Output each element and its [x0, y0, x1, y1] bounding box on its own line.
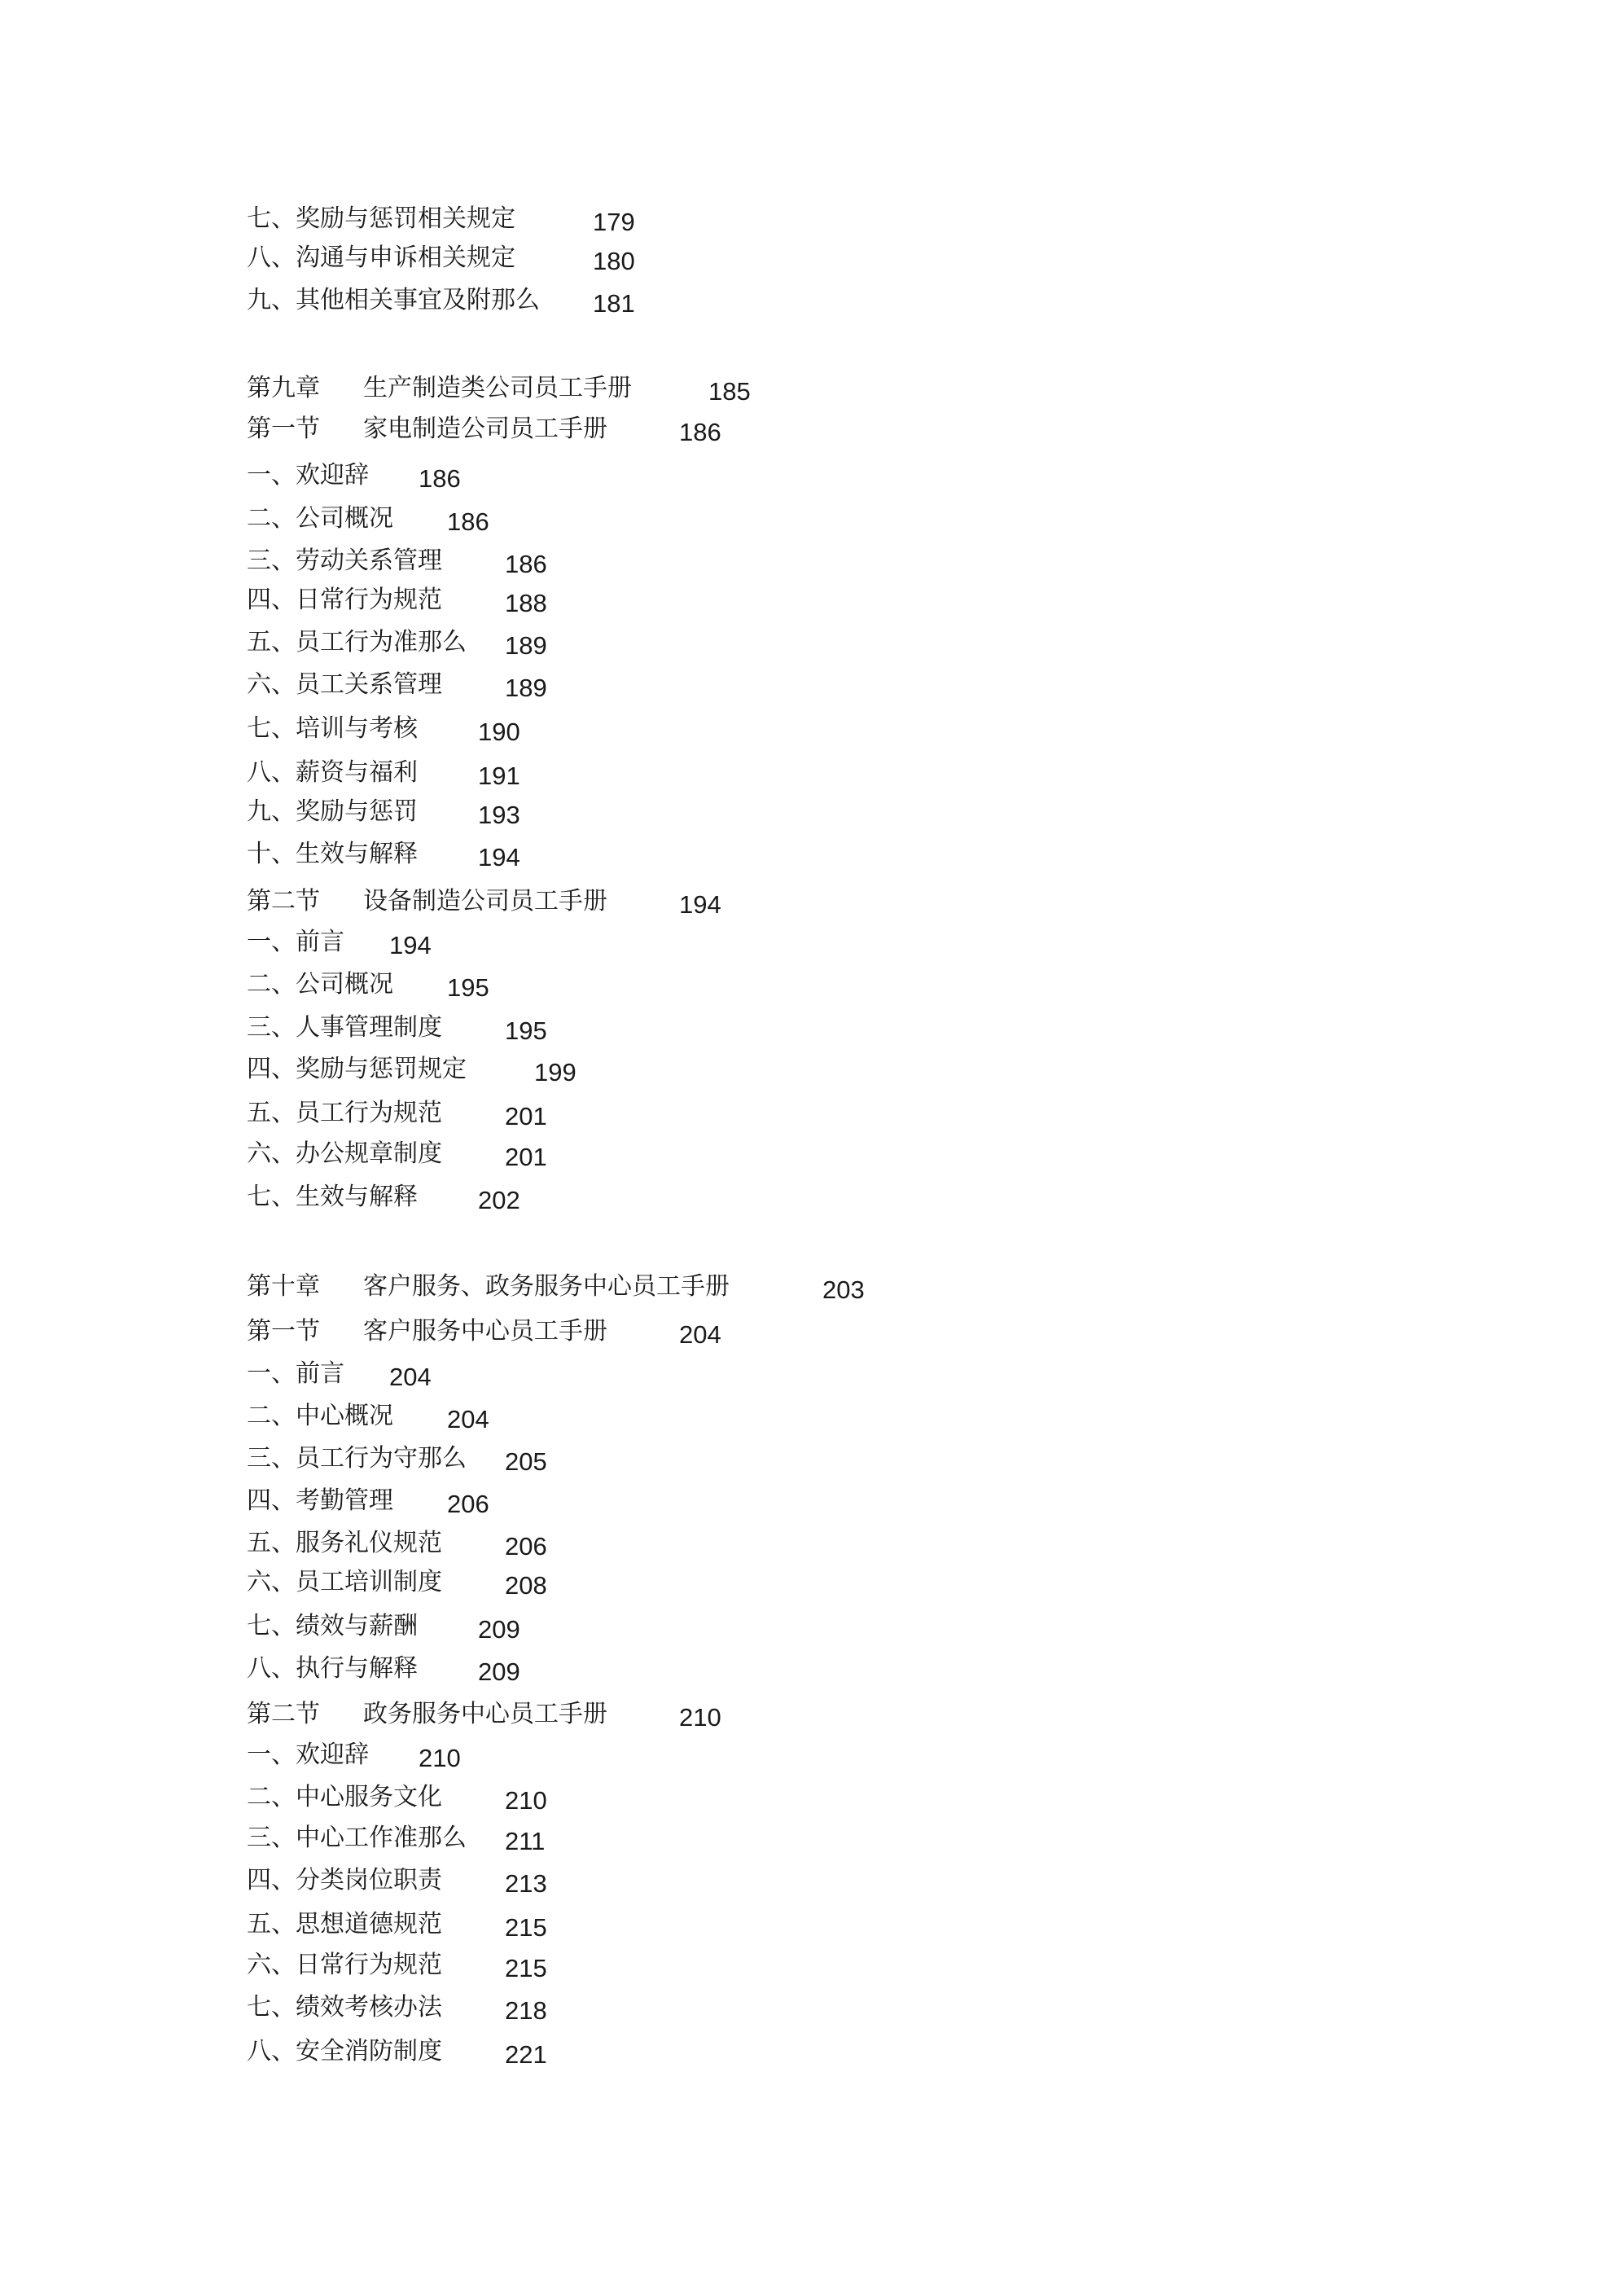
page-number: 195 [505, 1016, 547, 1045]
page-number: 195 [447, 973, 489, 1002]
page-number: 201 [505, 1143, 547, 1171]
toc-item-label: 四、考勤管理 [247, 1486, 393, 1515]
toc-section-title: 设备制造公司员工手册 [363, 887, 607, 915]
toc-item-label: 三、员工行为守那么 [247, 1444, 467, 1473]
toc-section-title: 客户服务中心员工手册 [363, 1317, 607, 1346]
toc-item-label: 四、分类岗位职责 [247, 1866, 442, 1894]
toc-item-label: 二、中心服务文化 [247, 1783, 442, 1811]
toc-chapter-number: 第十章 [247, 1272, 320, 1301]
toc-item-label: 四、日常行为规范 [247, 586, 442, 614]
toc-item-label: 五、思想道德规范 [247, 1910, 442, 1938]
toc-item-label: 六、员工关系管理 [247, 670, 442, 699]
toc-item-label: 八、安全消防制度 [247, 2037, 442, 2066]
page-number: 209 [478, 1615, 520, 1644]
toc-item-label: 一、欢迎辞 [247, 461, 369, 489]
page-number: 210 [419, 1744, 461, 1772]
toc-item-label: 九、其他相关事宜及附那么 [247, 286, 540, 314]
toc-item-label: 十、生效与解释 [247, 840, 418, 868]
page-number: 185 [708, 377, 751, 406]
toc-section-number: 第一节 [247, 415, 320, 443]
page-number: 203 [822, 1275, 865, 1304]
page-number: 194 [389, 931, 432, 959]
page-number: 179 [593, 208, 635, 236]
page-number: 194 [478, 843, 520, 871]
toc-item-label: 五、服务礼仪规范 [247, 1529, 442, 1557]
toc-item-label: 五、员工行为准那么 [247, 628, 467, 656]
page-number: 188 [505, 589, 547, 617]
toc-item-label: 三、劳动关系管理 [247, 547, 442, 575]
toc-item-label: 一、前言 [247, 1359, 344, 1388]
page-number: 201 [505, 1102, 547, 1130]
toc-item-label: 七、生效与解释 [247, 1183, 418, 1211]
page-number: 186 [679, 418, 721, 446]
toc-item-label: 一、前言 [247, 928, 344, 956]
page-number: 186 [505, 550, 547, 578]
toc-chapter-number: 第九章 [247, 374, 320, 402]
toc-item-label: 七、培训与考核 [247, 714, 418, 743]
page-number: 193 [478, 801, 520, 829]
toc-item-label: 六、办公规章制度 [247, 1139, 442, 1168]
page-number: 210 [505, 1786, 547, 1815]
toc-item-label: 七、绩效考核办法 [247, 1993, 442, 2022]
page-number: 191 [478, 762, 520, 790]
toc-section-number: 第一节 [247, 1317, 320, 1346]
page-number: 180 [593, 247, 635, 275]
toc-section-number: 第二节 [247, 1700, 320, 1728]
toc-item-label: 四、奖励与惩罚规定 [247, 1055, 467, 1083]
page-number: 186 [419, 464, 461, 493]
page-number: 190 [478, 718, 520, 746]
toc-item-label: 七、奖励与惩罚相关规定 [247, 204, 515, 233]
toc-item-label: 八、执行与解释 [247, 1654, 418, 1683]
page-number: 210 [679, 1703, 721, 1732]
page-number: 186 [447, 507, 489, 536]
toc-item-label: 八、薪资与福利 [247, 758, 418, 787]
toc-section-title: 家电制造公司员工手册 [363, 415, 607, 443]
page-number: 181 [593, 289, 635, 318]
page-number: 194 [679, 890, 721, 919]
page-number: 206 [447, 1490, 489, 1518]
page-number: 202 [478, 1186, 520, 1214]
toc-item-label: 三、人事管理制度 [247, 1013, 442, 1042]
page-number: 211 [505, 1827, 546, 1855]
page-number: 205 [505, 1447, 547, 1476]
page-number: 204 [447, 1405, 489, 1433]
toc-section-title: 政务服务中心员工手册 [363, 1700, 607, 1728]
toc-item-label: 二、公司概况 [247, 970, 393, 999]
page-number: 204 [679, 1320, 721, 1349]
page-number: 209 [478, 1657, 520, 1686]
toc-item-label: 六、日常行为规范 [247, 1951, 442, 1979]
page-number: 218 [505, 1996, 547, 2025]
toc-item-label: 一、欢迎辞 [247, 1741, 369, 1769]
page-number: 204 [389, 1363, 432, 1391]
page-number: 206 [505, 1532, 547, 1561]
toc-item-label: 六、员工培训制度 [247, 1568, 442, 1596]
page-number: 189 [505, 674, 547, 702]
page-number: 213 [505, 1869, 547, 1898]
page-number: 215 [505, 1954, 547, 1982]
toc-chapter-title: 生产制造类公司员工手册 [363, 374, 632, 402]
page-number: 221 [505, 2040, 547, 2069]
toc-item-label: 二、公司概况 [247, 504, 393, 533]
page-number: 199 [534, 1058, 576, 1087]
toc-chapter-title: 客户服务、政务服务中心员工手册 [363, 1272, 730, 1301]
toc-item-label: 九、奖励与惩罚 [247, 797, 418, 826]
toc-section-number: 第二节 [247, 887, 320, 915]
page-number: 189 [505, 631, 547, 660]
toc-item-label: 七、绩效与薪酬 [247, 1612, 418, 1640]
page-number: 215 [505, 1913, 547, 1942]
toc-item-label: 八、沟通与申诉相关规定 [247, 244, 515, 272]
page-number: 208 [505, 1571, 547, 1600]
toc-item-label: 三、中心工作准那么 [247, 1824, 467, 1852]
toc-item-label: 二、中心概况 [247, 1402, 393, 1430]
toc-item-label: 五、员工行为规范 [247, 1099, 442, 1127]
